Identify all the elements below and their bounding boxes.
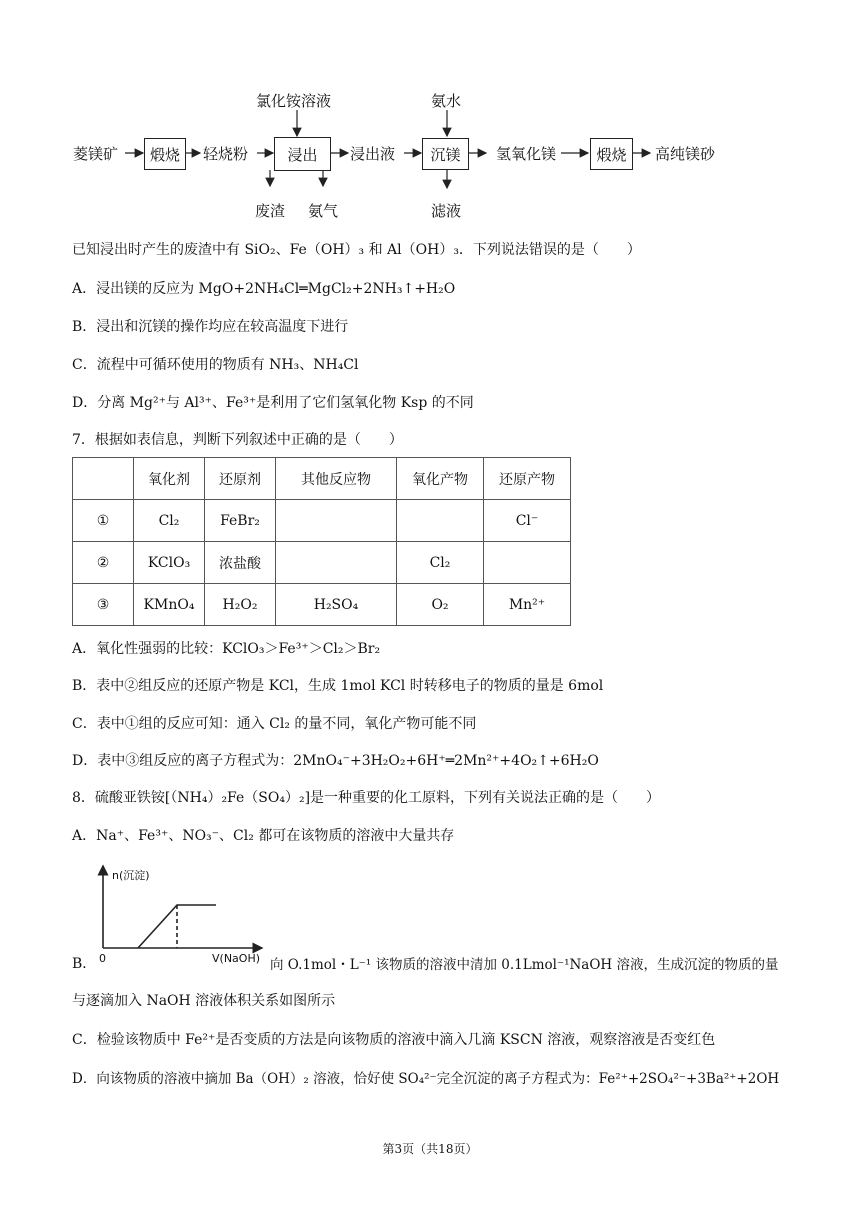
q8-stem: 8．硫酸亚铁铵[（NH₄）₂Fe（SO₄）₂]是一种重要的化工原料，下列有关说法正确的是（ ） bbox=[72, 790, 661, 806]
table-row bbox=[73, 584, 571, 626]
q8-option-c: C．检验该物质中 Fe²⁺是否变质的方法是向该物质的溶液中滴入几滴 KSCN 溶液，观察溶液是否变红色 bbox=[72, 1032, 716, 1048]
q8-option-b-prefix: B． bbox=[72, 956, 97, 972]
q7-stem: 7．根据如表信息，判断下列叙述中正确的是（ ） bbox=[72, 432, 403, 448]
graph-origin: 0 bbox=[99, 952, 106, 965]
q8-option-d: D．向该物质的溶液中摘加 Ba（OH）₂ 溶液，恰好使 SO₄²⁻完全沉淀的离子方程式为：Fe²⁺+2SO₄²⁻+3Ba²⁺+2OH bbox=[72, 1071, 780, 1087]
precipitate-graph bbox=[90, 858, 270, 968]
flow-leachate: 浸出液 bbox=[350, 145, 396, 163]
flow-input-nh4cl: 氯化铵溶液 bbox=[256, 92, 332, 110]
table-cell: ① bbox=[73, 500, 134, 542]
table-cell bbox=[276, 542, 397, 584]
table-cell bbox=[276, 500, 397, 542]
table-header-cell: 还原产物 bbox=[484, 458, 571, 500]
q6-option-d: D．分离 Mg²⁺与 Al³⁺、Fe³⁺是利用了它们氢氧化物 Ksp 的不同 bbox=[72, 395, 474, 411]
table-cell: FeBr₂ bbox=[205, 500, 276, 542]
q7-option-c: C．表中①组的反应可知：通入 Cl₂ 的量不同，氧化产物可能不同 bbox=[72, 716, 477, 732]
redox-table bbox=[72, 457, 571, 626]
table-cell bbox=[397, 500, 484, 542]
flow-output-nh3: 氨气 bbox=[308, 202, 339, 220]
q7-option-d: D．表中③组反应的离子方程式为：2MnO₄⁻+3H₂O₂+6H⁺═2Mn²⁺+4O₂↑+6H₂O bbox=[72, 753, 599, 769]
graph-xlabel: V(NaOH) bbox=[212, 952, 261, 965]
flow-input-ammonia: 氨水 bbox=[431, 92, 462, 110]
flow-precip-box bbox=[422, 138, 469, 170]
table-cell: Cl₂ bbox=[397, 542, 484, 584]
q6-option-c: C．流程中可循环使用的物质有 NH₃、NH₄Cl bbox=[72, 357, 359, 373]
table-cell: 浓盐酸 bbox=[205, 542, 276, 584]
flow-calcine-box-1 bbox=[144, 138, 186, 170]
q8-option-b-cont: 与逐滴加入 NaOH 溶液体积关系如图所示 bbox=[72, 993, 336, 1009]
flow-precip-label: 沉镁 bbox=[430, 145, 461, 164]
table-header-row bbox=[73, 458, 571, 500]
table-cell: ③ bbox=[73, 584, 134, 626]
table-cell: ② bbox=[73, 542, 134, 584]
process-flowchart bbox=[0, 0, 860, 230]
flow-product: 高纯镁砂 bbox=[655, 145, 716, 163]
flow-ore: 菱镁矿 bbox=[73, 145, 119, 163]
q7-option-a: A．氧化性强弱的比较：KClO₃＞Fe³⁺＞Cl₂＞Br₂ bbox=[72, 641, 381, 657]
table-cell: H₂O₂ bbox=[205, 584, 276, 626]
table-cell: H₂SO₄ bbox=[276, 584, 397, 626]
flow-output-filtrate: 滤液 bbox=[431, 202, 462, 220]
table-row bbox=[73, 542, 571, 584]
graph-ylabel: n(沉淀) bbox=[112, 869, 150, 882]
q8-option-b-text: 向 O.1mol・L⁻¹ 该物质的溶液中清加 0.1Lmol⁻¹NaOH 溶液，生成沉淀的物质的量 bbox=[270, 957, 779, 973]
table-header-cell bbox=[73, 458, 134, 500]
table-header-cell: 氧化产物 bbox=[397, 458, 484, 500]
q7-option-b: B．表中②组反应的还原产物是 KCl，生成 1mol KCl 时转移电子的物质的量是 6mol bbox=[72, 678, 604, 694]
table-cell: KMnO₄ bbox=[134, 584, 205, 626]
page-footer: 第3页（共18页） bbox=[382, 1142, 478, 1156]
table-row bbox=[73, 500, 571, 542]
table-header-cell: 氧化剂 bbox=[134, 458, 205, 500]
q6-option-a: A．浸出镁的反应为 MgO+2NH₄Cl═MgCl₂+2NH₃↑+H₂O bbox=[72, 281, 456, 297]
flow-leach-box bbox=[274, 137, 331, 171]
flow-calcine-box-2 bbox=[590, 138, 633, 170]
table-cell: Cl⁻ bbox=[484, 500, 571, 542]
table-cell bbox=[484, 542, 571, 584]
table-header-cell: 其他反应物 bbox=[276, 458, 397, 500]
flow-calcine-label-2: 煅烧 bbox=[596, 145, 627, 164]
flow-output-waste: 废渣 bbox=[255, 202, 286, 220]
q6-option-b: B．浸出和沉镁的操作均应在较高温度下进行 bbox=[72, 319, 349, 335]
flow-leach-label: 浸出 bbox=[287, 145, 318, 164]
table-cell: O₂ bbox=[397, 584, 484, 626]
q8-option-a: A．Na⁺、Fe³⁺、NO₃⁻、Cl₂ 都可在该物质的溶液中大量共存 bbox=[72, 828, 455, 844]
flow-calcine-label-1: 煅烧 bbox=[149, 145, 180, 164]
table-cell: Mn²⁺ bbox=[484, 584, 571, 626]
table-cell: KClO₃ bbox=[134, 542, 205, 584]
flow-mgoh2: 氢氧化镁 bbox=[496, 145, 557, 163]
flow-light-powder: 轻烧粉 bbox=[203, 145, 249, 163]
table-cell: Cl₂ bbox=[134, 500, 205, 542]
q6-stem: 已知浸出时产生的废渣中有 SiO₂、Fe（OH）₃ 和 Al（OH）₃．下列说法错误的是（ ） bbox=[72, 242, 641, 258]
table-header-cell: 还原剂 bbox=[205, 458, 276, 500]
